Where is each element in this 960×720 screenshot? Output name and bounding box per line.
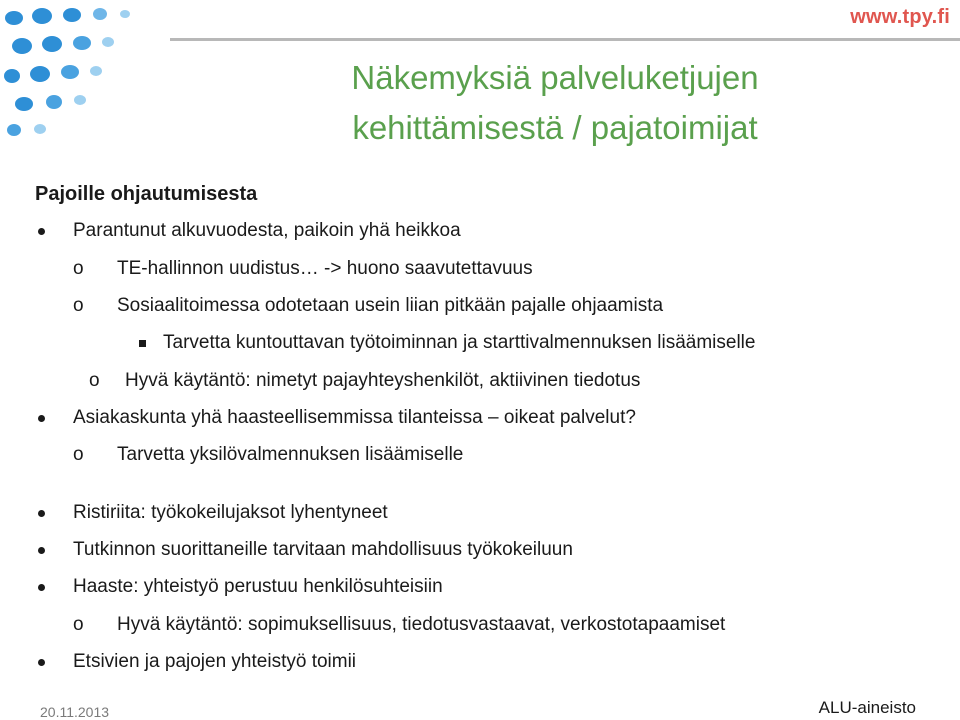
bullet-marker: [38, 510, 45, 517]
sub-bullet-marker: o: [73, 614, 84, 635]
brand-url[interactable]: www.tpy.fi: [850, 6, 950, 28]
bullet-marker: [38, 547, 45, 554]
list-item: Etsivien ja pajojen yhteistyö toimii: [73, 651, 357, 672]
slide-title-line-1: Näkemyksiä palveluketjujen: [351, 59, 759, 96]
bullet-marker: [38, 659, 45, 666]
square-bullet-marker: [139, 340, 146, 347]
list-item: Sosiaalitoimessa odotetaan usein liian pitkään pajalle ohjaamista: [117, 295, 664, 316]
footer-date: 20.11.2013: [40, 704, 110, 720]
list-item: TE-hallinnon uudistus… -> huono saavutettavuus: [117, 258, 533, 279]
section-heading: Pajoille ohjautumisesta: [35, 183, 258, 205]
bullet-marker: [38, 584, 45, 591]
sub-bullet-marker: o: [73, 444, 84, 465]
list-item: Tarvetta yksilövalmennuksen lisäämiselle: [117, 444, 464, 465]
sub-bullet-marker: o: [73, 258, 84, 279]
list-item: Tutkinnon suorittaneille tarvitaan mahdollisuus työkokeiluun: [73, 539, 573, 560]
sub-bullet-marker: o: [73, 295, 84, 316]
bullet-marker: [38, 228, 45, 235]
dot-pattern-dots: [4, 8, 130, 136]
list-item: Hyvä käytäntö: sopimuksellisuus, tiedotusvastaavat, verkostotapaamiset: [117, 614, 726, 635]
footer-label: ALU-aineisto: [818, 698, 916, 717]
header-divider: [170, 38, 960, 41]
list-item: Ristiriita: työkokeilujaksot lyhentyneet: [73, 502, 388, 523]
list-item: Tarvetta kuntouttavan työtoiminnan ja starttivalmennuksen lisäämiselle: [163, 332, 756, 353]
list-item: Asiakaskunta yhä haasteellisemmissa tilanteissa – oikeat palvelut?: [73, 407, 636, 428]
slide-title-line-2: kehittämisestä / pajatoimijat: [352, 109, 758, 146]
dot-pattern-logo: [0, 0, 140, 150]
bullet-marker: [38, 415, 45, 422]
sub-bullet-marker: o: [89, 370, 100, 391]
list-item: Hyvä käytäntö: nimetyt pajayhteyshenkilöt, aktiivinen tiedotus: [125, 370, 641, 391]
list-item: Parantunut alkuvuodesta, paikoin yhä heikkoa: [73, 220, 461, 241]
list-item: Haaste: yhteistyö perustuu henkilösuhteisiin: [73, 576, 443, 597]
